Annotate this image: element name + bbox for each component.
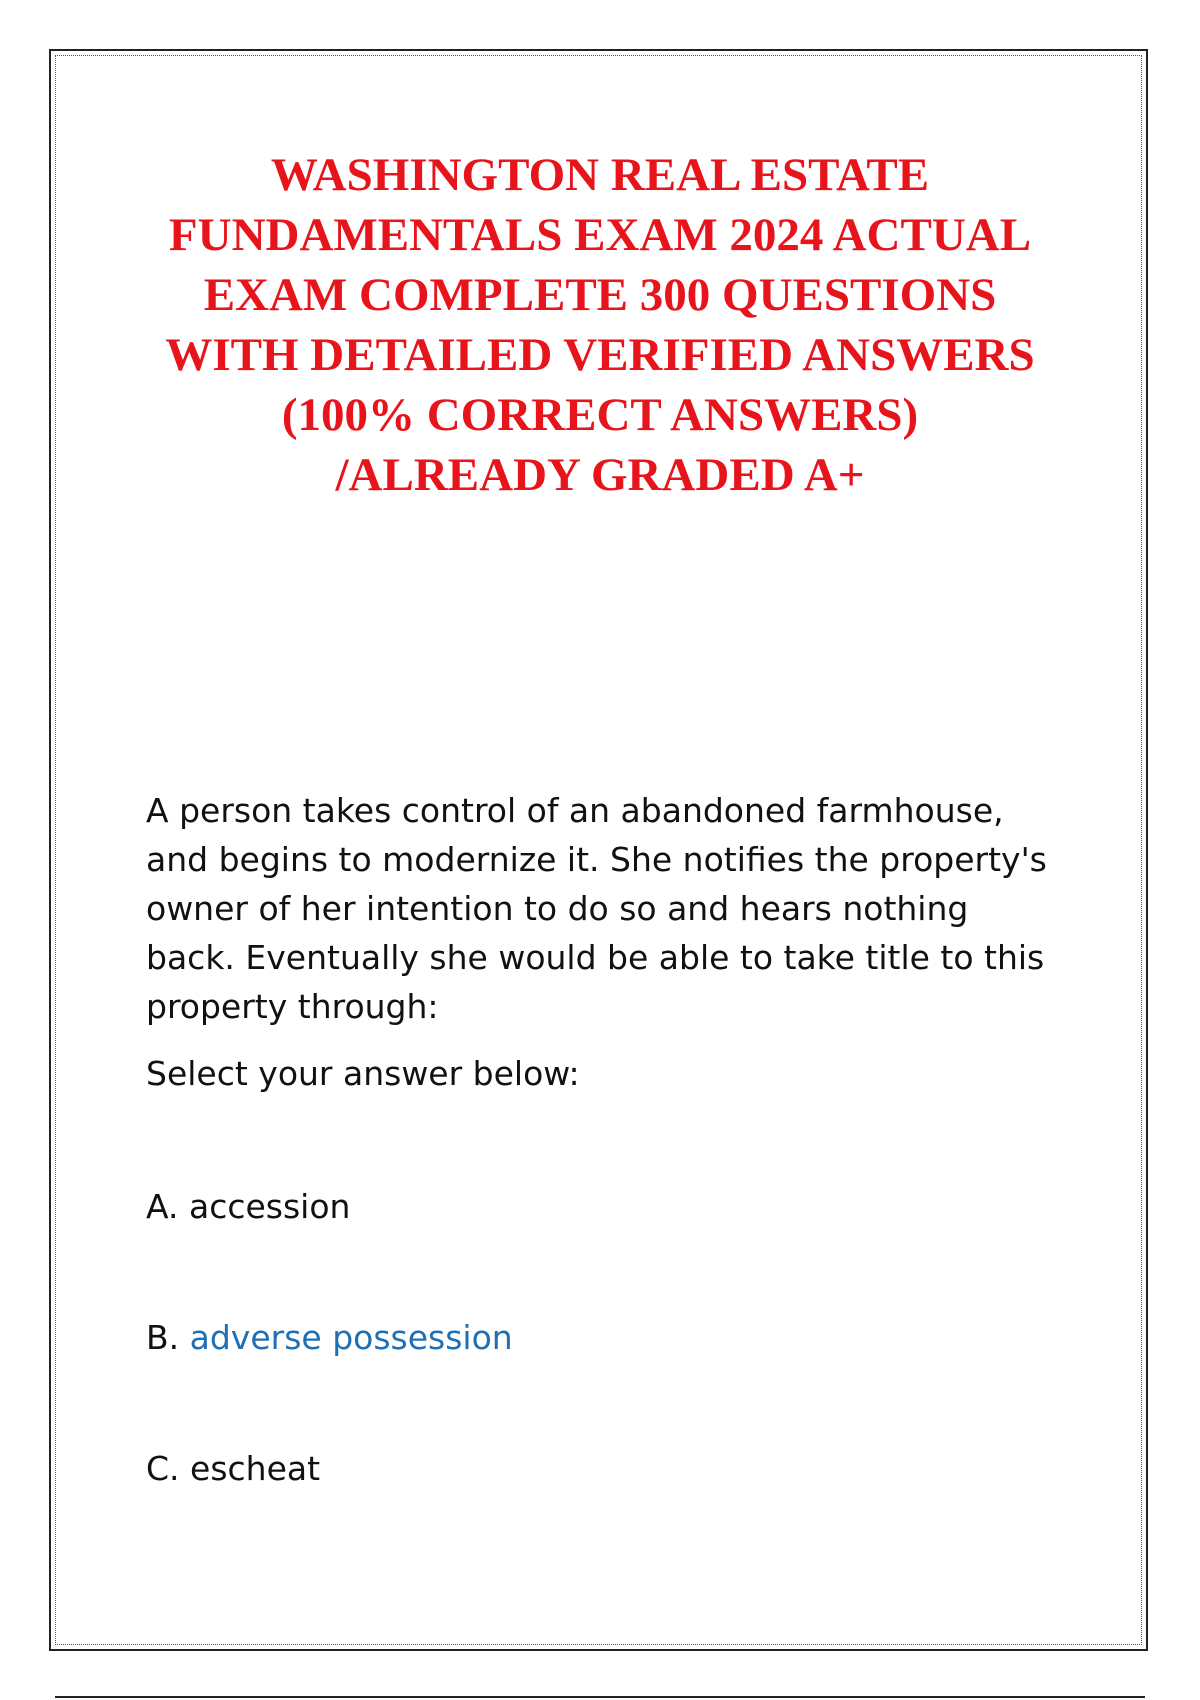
- title-line: WASHINGTON REAL ESTATE: [270, 149, 930, 201]
- option-letter: B.: [146, 1318, 180, 1357]
- option-text: escheat: [190, 1449, 321, 1488]
- answer-prompt: Select your answer below:: [146, 1054, 580, 1093]
- title-line: FUNDAMENTALS EXAM 2024 ACTUAL: [168, 209, 1032, 261]
- answer-option-b[interactable]: [146, 1313, 513, 1362]
- option-letter: C.: [146, 1449, 180, 1488]
- answer-option-a[interactable]: [146, 1182, 350, 1231]
- bottom-divider: [55, 1696, 1145, 1698]
- option-text-correct: adverse possession: [189, 1318, 513, 1357]
- question-text: A person takes control of an abandoned farmhouse, and begins to modernize it. She notifies the property's owner of her intention to do so and hears nothing back. Eventually she would be able to take title to this property through:: [146, 791, 1047, 1026]
- option-letter: A.: [146, 1187, 179, 1226]
- title-line: (100% CORRECT ANSWERS): [281, 389, 919, 441]
- title-line: EXAM COMPLETE 300 QUESTIONS: [203, 269, 997, 321]
- title-line: /ALREADY GRADED A+: [335, 449, 865, 501]
- document-title: [100, 145, 1100, 505]
- option-text: accession: [188, 1187, 351, 1226]
- answer-option-c[interactable]: [146, 1444, 320, 1493]
- title-line: WITH DETAILED VERIFIED ANSWERS: [165, 329, 1035, 381]
